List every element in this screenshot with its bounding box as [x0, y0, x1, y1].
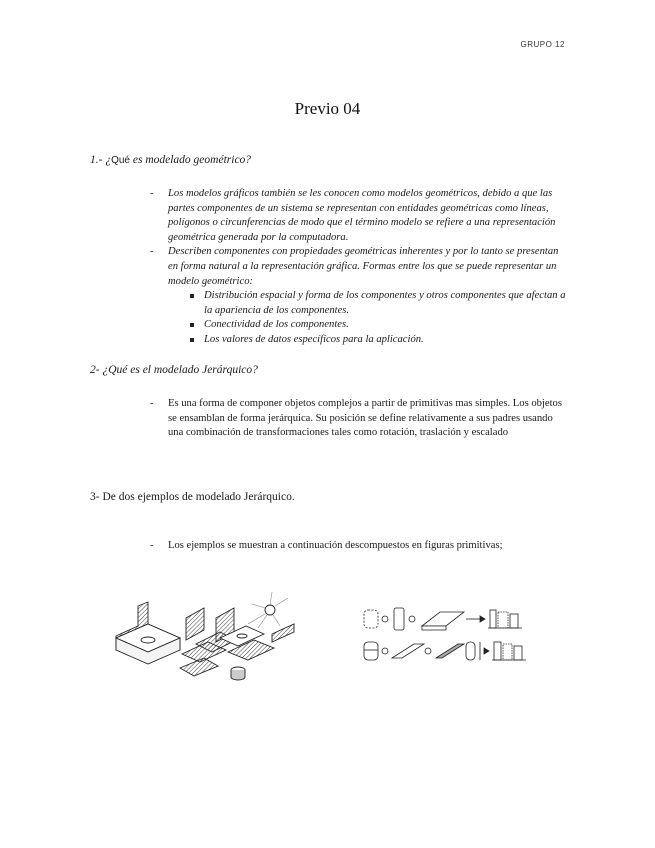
question-1-open-mark: ¿ [105, 154, 112, 166]
question-3-answer [150, 539, 570, 554]
question-1-heading [90, 154, 251, 166]
group-label: GRUPO 12 [520, 40, 565, 49]
q1-sub-bullet-2: Conectividad de los componentes. [188, 318, 570, 333]
q3-bullet-1: - Los ejemplos se muestran a continuación descompuestos en figuras primitivas; [150, 539, 570, 554]
q1-sub-bullet-3: Los valores de datos específicos para la aplicación. [188, 333, 570, 348]
question-2-answer [150, 397, 570, 441]
page-title: Previo 04 [294, 99, 361, 118]
primitive-composition-diagram [362, 602, 532, 670]
q1-sub-bullet-1: Distribución espacial y forma de los componentes y otros componentes que afectan a la apariencia de los componentes. [188, 289, 570, 318]
question-1-rest: es modelado geométrico? [130, 154, 252, 166]
exploded-l-bracket-illustration [108, 588, 303, 684]
question-1-que: Qué [111, 155, 130, 166]
question-1-answer [150, 187, 570, 348]
q1-bullet-2: - Describen componentes con propiedades geométricas inherentes y por lo tanto se presentan en forma natural a la representación gráfica. Formas entre los que se puede representar un modelo geométrico: [150, 245, 570, 289]
q1-sub-list [150, 289, 570, 347]
q1-bullet-1: - Los modelos gráficos también se les conocen como modelos geométricos, debido a que las partes componentes de un sistema se representan con entidades geométricas como líneas, polígonos o circunferencias de modo que el término modelo se refiere a una representación geométrica generada por la computadora. [150, 187, 570, 245]
q2-bullet-1: - Es una forma de componer objetos complejos a partir de primitivas mas simples. Los objetos se ensamblan de forma jerárquica. Su posición se define relativamente a sus padres usando una combinación de transformaciones tales como rotación, traslación y escalado [150, 397, 570, 441]
question-1-prefix: 1.- [90, 154, 106, 166]
question-3-heading: 3- De dos ejemplos de modelado Jerárquico. [90, 491, 295, 503]
question-2-heading: 2- ¿Qué es el modelado Jerárquico? [90, 364, 258, 376]
